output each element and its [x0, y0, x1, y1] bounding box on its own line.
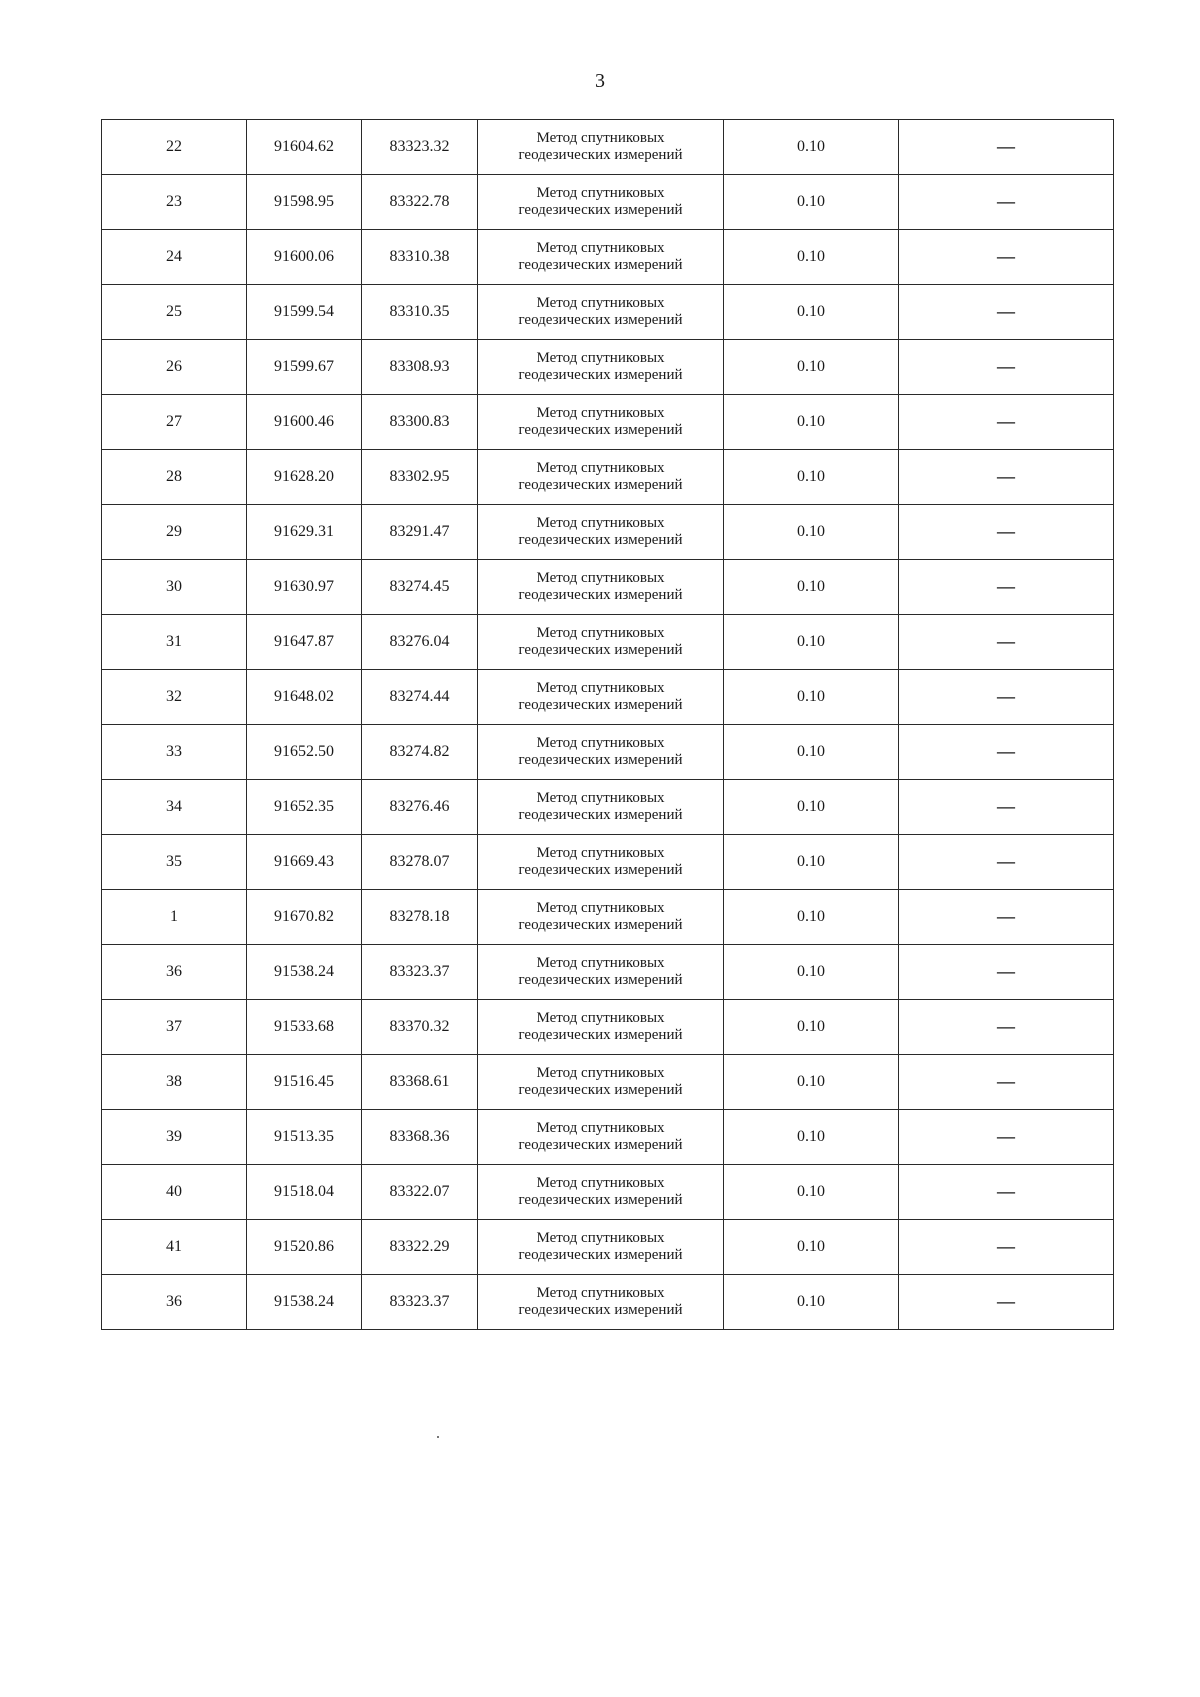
point-number-cell: 30: [102, 560, 247, 615]
method-line-2: геодезических измерений: [518, 422, 683, 438]
x-coordinate-cell: 91600.46: [247, 395, 362, 450]
x-coordinate-cell: 91518.04: [247, 1165, 362, 1220]
note-cell: [899, 890, 1114, 945]
note-cell: [899, 450, 1114, 505]
accuracy-cell: 0.10: [724, 560, 899, 615]
method-cell: [478, 1110, 724, 1165]
table-row: [102, 1000, 1114, 1055]
y-coordinate-cell: 83302.95: [362, 450, 478, 505]
point-number-cell: 41: [102, 1220, 247, 1275]
method-line-2: геодезических измерений: [518, 917, 683, 933]
coordinates-table: [101, 119, 1114, 1330]
y-coordinate-cell: 83322.29: [362, 1220, 478, 1275]
method-line-1: Метод спутниковых: [536, 1174, 665, 1191]
y-coordinate-cell: 83310.38: [362, 230, 478, 285]
note-dash: —: [997, 466, 1015, 487]
note-dash: —: [997, 191, 1015, 212]
method-line-1: Метод спутниковых: [536, 789, 665, 806]
method-line-1: Метод спутниковых: [536, 734, 665, 751]
y-coordinate-cell: 83300.83: [362, 395, 478, 450]
note-dash: —: [997, 521, 1015, 542]
method-line-1: Метод спутниковых: [536, 844, 665, 861]
method-line-1: Метод спутниковых: [536, 514, 665, 531]
point-number-cell: 39: [102, 1110, 247, 1165]
point-number-cell: 27: [102, 395, 247, 450]
x-coordinate-cell: 91652.35: [247, 780, 362, 835]
table-row: [102, 285, 1114, 340]
method-line-2: геодезических измерений: [518, 972, 683, 988]
accuracy-cell: 0.10: [724, 1000, 899, 1055]
note-cell: [899, 395, 1114, 450]
accuracy-cell: 0.10: [724, 780, 899, 835]
method-line-2: геодезических измерений: [518, 1302, 683, 1318]
method-cell: [478, 890, 724, 945]
table-row: [102, 1110, 1114, 1165]
method-line-2: геодезических измерений: [518, 147, 683, 163]
method-line-2: геодезических измерений: [518, 1137, 683, 1153]
note-cell: [899, 615, 1114, 670]
method-line-1: Метод спутниковых: [536, 1064, 665, 1081]
note-dash: —: [997, 246, 1015, 267]
method-line-2: геодезических измерений: [518, 862, 683, 878]
point-number-cell: 36: [102, 1275, 247, 1330]
accuracy-cell: 0.10: [724, 1220, 899, 1275]
x-coordinate-cell: 91538.24: [247, 945, 362, 1000]
accuracy-cell: 0.10: [724, 1275, 899, 1330]
accuracy-cell: 0.10: [724, 1110, 899, 1165]
method-cell: [478, 340, 724, 395]
point-number-cell: 25: [102, 285, 247, 340]
method-cell: [478, 780, 724, 835]
note-dash: —: [997, 356, 1015, 377]
point-number-cell: 38: [102, 1055, 247, 1110]
y-coordinate-cell: 83322.78: [362, 175, 478, 230]
note-dash: —: [997, 1181, 1015, 1202]
y-coordinate-cell: 83274.82: [362, 725, 478, 780]
page-number: 3: [595, 70, 605, 92]
accuracy-cell: 0.10: [724, 230, 899, 285]
method-line-2: геодезических измерений: [518, 202, 683, 218]
point-number-cell: 40: [102, 1165, 247, 1220]
point-number-cell: 37: [102, 1000, 247, 1055]
note-dash: —: [997, 301, 1015, 322]
x-coordinate-cell: 91628.20: [247, 450, 362, 505]
method-line-2: геодезических измерений: [518, 367, 683, 383]
method-cell: [478, 395, 724, 450]
note-cell: [899, 1220, 1114, 1275]
note-cell: [899, 1275, 1114, 1330]
note-cell: [899, 780, 1114, 835]
note-cell: [899, 505, 1114, 560]
table-row: [102, 450, 1114, 505]
accuracy-cell: 0.10: [724, 890, 899, 945]
y-coordinate-cell: 83368.61: [362, 1055, 478, 1110]
method-line-1: Метод спутниковых: [536, 569, 665, 586]
accuracy-cell: 0.10: [724, 285, 899, 340]
method-cell: [478, 175, 724, 230]
x-coordinate-cell: 91630.97: [247, 560, 362, 615]
method-line-1: Метод спутниковых: [536, 459, 665, 476]
stray-mark: [437, 1436, 439, 1438]
table-row: [102, 945, 1114, 1000]
y-coordinate-cell: 83308.93: [362, 340, 478, 395]
accuracy-cell: 0.10: [724, 670, 899, 725]
method-line-1: Метод спутниковых: [536, 899, 665, 916]
x-coordinate-cell: 91669.43: [247, 835, 362, 890]
y-coordinate-cell: 83274.44: [362, 670, 478, 725]
y-coordinate-cell: 83278.18: [362, 890, 478, 945]
x-coordinate-cell: 91670.82: [247, 890, 362, 945]
table-row: [102, 395, 1114, 450]
method-cell: [478, 1055, 724, 1110]
table-row: [102, 1055, 1114, 1110]
y-coordinate-cell: 83278.07: [362, 835, 478, 890]
note-dash: —: [997, 1126, 1015, 1147]
method-line-2: геодезических измерений: [518, 587, 683, 603]
method-line-1: Метод спутниковых: [536, 404, 665, 421]
method-cell: [478, 120, 724, 175]
method-line-2: геодезических измерений: [518, 1247, 683, 1263]
note-cell: [899, 945, 1114, 1000]
note-cell: [899, 230, 1114, 285]
point-number-cell: 31: [102, 615, 247, 670]
method-cell: [478, 835, 724, 890]
point-number-cell: 35: [102, 835, 247, 890]
method-line-2: геодезических измерений: [518, 1027, 683, 1043]
y-coordinate-cell: 83276.04: [362, 615, 478, 670]
note-cell: [899, 285, 1114, 340]
point-number-cell: 29: [102, 505, 247, 560]
note-dash: —: [997, 851, 1015, 872]
method-line-2: геодезических измерений: [518, 312, 683, 328]
note-dash: —: [997, 136, 1015, 157]
method-line-1: Метод спутниковых: [536, 1009, 665, 1026]
method-line-2: геодезических измерений: [518, 1082, 683, 1098]
table-row: [102, 230, 1114, 285]
table-row: [102, 560, 1114, 615]
x-coordinate-cell: 91598.95: [247, 175, 362, 230]
y-coordinate-cell: 83291.47: [362, 505, 478, 560]
method-cell: [478, 670, 724, 725]
x-coordinate-cell: 91520.86: [247, 1220, 362, 1275]
accuracy-cell: 0.10: [724, 450, 899, 505]
accuracy-cell: 0.10: [724, 395, 899, 450]
method-line-2: геодезических измерений: [518, 642, 683, 658]
y-coordinate-cell: 83274.45: [362, 560, 478, 615]
method-line-1: Метод спутниковых: [536, 679, 665, 696]
method-line-2: геодезических измерений: [518, 257, 683, 273]
method-line-2: геодезических измерений: [518, 532, 683, 548]
note-dash: —: [997, 686, 1015, 707]
method-cell: [478, 1275, 724, 1330]
x-coordinate-cell: 91513.35: [247, 1110, 362, 1165]
note-cell: [899, 1055, 1114, 1110]
method-cell: [478, 1165, 724, 1220]
note-cell: [899, 560, 1114, 615]
point-number-cell: 32: [102, 670, 247, 725]
accuracy-cell: 0.10: [724, 835, 899, 890]
accuracy-cell: 0.10: [724, 1055, 899, 1110]
y-coordinate-cell: 83370.32: [362, 1000, 478, 1055]
table-row: [102, 725, 1114, 780]
y-coordinate-cell: 83368.36: [362, 1110, 478, 1165]
x-coordinate-cell: 91648.02: [247, 670, 362, 725]
point-number-cell: 1: [102, 890, 247, 945]
accuracy-cell: 0.10: [724, 505, 899, 560]
note-dash: —: [997, 411, 1015, 432]
table-row: [102, 120, 1114, 175]
method-line-1: Метод спутниковых: [536, 184, 665, 201]
note-dash: —: [997, 741, 1015, 762]
method-line-2: геодезических измерений: [518, 477, 683, 493]
accuracy-cell: 0.10: [724, 1165, 899, 1220]
x-coordinate-cell: 91629.31: [247, 505, 362, 560]
method-line-1: Метод спутниковых: [536, 1229, 665, 1246]
table-row: [102, 505, 1114, 560]
point-number-cell: 36: [102, 945, 247, 1000]
method-cell: [478, 725, 724, 780]
point-number-cell: 24: [102, 230, 247, 285]
note-dash: —: [997, 1071, 1015, 1092]
y-coordinate-cell: 83323.37: [362, 945, 478, 1000]
point-number-cell: 33: [102, 725, 247, 780]
x-coordinate-cell: 91647.87: [247, 615, 362, 670]
accuracy-cell: 0.10: [724, 175, 899, 230]
point-number-cell: 34: [102, 780, 247, 835]
method-line-2: геодезических измерений: [518, 1192, 683, 1208]
y-coordinate-cell: 83310.35: [362, 285, 478, 340]
y-coordinate-cell: 83276.46: [362, 780, 478, 835]
note-dash: —: [997, 796, 1015, 817]
y-coordinate-cell: 83323.32: [362, 120, 478, 175]
x-coordinate-cell: 91600.06: [247, 230, 362, 285]
method-cell: [478, 560, 724, 615]
point-number-cell: 23: [102, 175, 247, 230]
method-line-1: Метод спутниковых: [536, 294, 665, 311]
note-cell: [899, 175, 1114, 230]
note-dash: —: [997, 1236, 1015, 1257]
method-line-1: Метод спутниковых: [536, 624, 665, 641]
x-coordinate-cell: 91538.24: [247, 1275, 362, 1330]
point-number-cell: 26: [102, 340, 247, 395]
x-coordinate-cell: 91652.50: [247, 725, 362, 780]
method-cell: [478, 1000, 724, 1055]
note-cell: [899, 1000, 1114, 1055]
accuracy-cell: 0.10: [724, 340, 899, 395]
table-row: [102, 615, 1114, 670]
table-row: [102, 835, 1114, 890]
note-cell: [899, 120, 1114, 175]
coordinates-table-body: [102, 120, 1114, 1330]
note-dash: —: [997, 631, 1015, 652]
method-line-1: Метод спутниковых: [536, 954, 665, 971]
method-cell: [478, 505, 724, 560]
table-row: [102, 1165, 1114, 1220]
note-cell: [899, 1110, 1114, 1165]
method-line-2: геодезических измерений: [518, 752, 683, 768]
method-cell: [478, 230, 724, 285]
method-line-2: геодезических измерений: [518, 697, 683, 713]
x-coordinate-cell: 91604.62: [247, 120, 362, 175]
table-row: [102, 780, 1114, 835]
accuracy-cell: 0.10: [724, 945, 899, 1000]
x-coordinate-cell: 91533.68: [247, 1000, 362, 1055]
x-coordinate-cell: 91599.54: [247, 285, 362, 340]
method-cell: [478, 615, 724, 670]
note-cell: [899, 835, 1114, 890]
note-dash: —: [997, 961, 1015, 982]
accuracy-cell: 0.10: [724, 615, 899, 670]
method-line-2: геодезических измерений: [518, 807, 683, 823]
method-line-1: Метод спутниковых: [536, 1284, 665, 1301]
table-row: [102, 175, 1114, 230]
table-row: [102, 890, 1114, 945]
method-cell: [478, 1220, 724, 1275]
note-cell: [899, 1165, 1114, 1220]
point-number-cell: 28: [102, 450, 247, 505]
note-dash: —: [997, 906, 1015, 927]
note-dash: —: [997, 1291, 1015, 1312]
note-cell: [899, 670, 1114, 725]
method-cell: [478, 285, 724, 340]
method-line-1: Метод спутниковых: [536, 239, 665, 256]
table-row: [102, 1220, 1114, 1275]
point-number-cell: 22: [102, 120, 247, 175]
note-cell: [899, 725, 1114, 780]
table-row: [102, 340, 1114, 395]
x-coordinate-cell: 91599.67: [247, 340, 362, 395]
note-cell: [899, 340, 1114, 395]
accuracy-cell: 0.10: [724, 120, 899, 175]
note-dash: —: [997, 576, 1015, 597]
y-coordinate-cell: 83322.07: [362, 1165, 478, 1220]
method-line-1: Метод спутниковых: [536, 129, 665, 146]
table-row: [102, 670, 1114, 725]
method-cell: [478, 945, 724, 1000]
method-cell: [478, 450, 724, 505]
note-dash: —: [997, 1016, 1015, 1037]
accuracy-cell: 0.10: [724, 725, 899, 780]
method-line-1: Метод спутниковых: [536, 349, 665, 366]
method-line-1: Метод спутниковых: [536, 1119, 665, 1136]
y-coordinate-cell: 83323.37: [362, 1275, 478, 1330]
table-row: [102, 1275, 1114, 1330]
x-coordinate-cell: 91516.45: [247, 1055, 362, 1110]
